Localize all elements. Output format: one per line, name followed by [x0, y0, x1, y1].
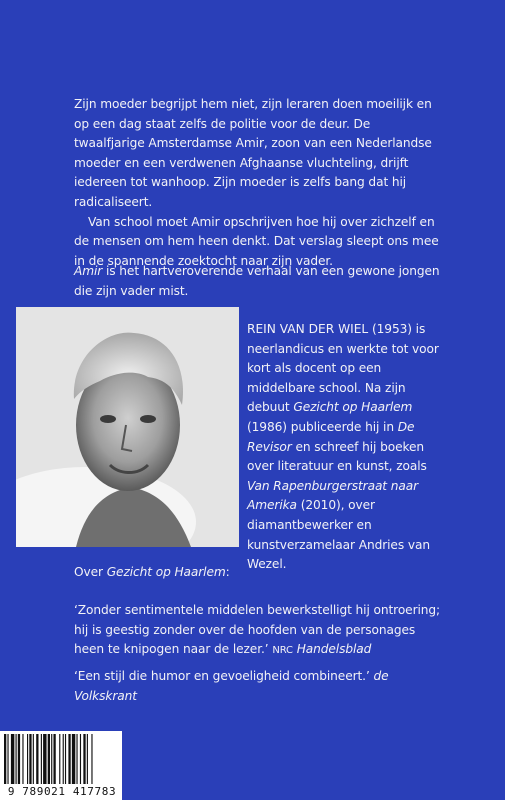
- book-title: Van Rapenburgerstraat naar Amerika: [247, 478, 419, 513]
- author-portrait-illustration: [16, 307, 239, 547]
- bio-text: (1953) is neerlandicus en werkte tot voor kort als docent op een middelbare school. Na zijn debuut: [247, 322, 439, 415]
- magazine-title: De Revisor: [247, 419, 415, 454]
- author-bio: [247, 320, 447, 575]
- barcode-bars: [4, 734, 118, 784]
- isbn-number: 9 789021 417783: [7, 785, 117, 798]
- reviews-heading-book: Gezicht op Haarlem: [106, 565, 226, 579]
- tagline-text: is het hartveroverende verhaal van een gewone jongen die zijn vader mist.: [74, 264, 440, 298]
- back-cover-blurb: [74, 95, 444, 271]
- debut-title: Gezicht op Haarlem: [293, 400, 413, 415]
- author-photo: [16, 307, 239, 547]
- blurb-paragraph-1: Zijn moeder begrijpt hem niet, zijn leraren doen moeilijk en op een dag staat zelfs de politie voor de deur. De twaalfjarige Amsterdamse Amir, zoon van een Nederlandse moeder en een verdwenen Afghaanse vluchteling, drijft iedereen tot wanhoop. Zijn moeder is zelfs bang dat hij radicaliseert.: [74, 97, 432, 209]
- reviews-heading-prefix: Over: [74, 565, 107, 579]
- bio-text: en schreef hij boeken over literatuur en kunst, zoals: [247, 439, 427, 474]
- blurb-paragraph-2: Van school moet Amir opschrijven hoe hij over zichzelf en de mensen om hem heen denkt. Dat verslag sleept ons mee in de spannende zoektocht naar zijn vader.: [74, 214, 439, 268]
- isbn-barcode: [0, 731, 122, 800]
- review-quote: [74, 601, 444, 661]
- review-quote: [74, 667, 444, 706]
- quote-source-prefix: NRC: [272, 645, 293, 657]
- tagline-book-title: Amir: [74, 264, 103, 278]
- quote-text: ‘Zonder sentimentele middelen bewerkstelligt hij ontroering; hij is geestig zonder over de hoofden van de personages heen te knipogen naar de lezer.’: [74, 603, 441, 657]
- bio-text: (2010), over diamantbewerker en kunstverzamelaar Andries van Wezel.: [247, 498, 430, 572]
- author-name: REIN VAN DER WIEL: [247, 322, 369, 336]
- quote-source: de Volkskrant: [74, 669, 389, 703]
- tagline: [74, 262, 444, 301]
- reviews-heading: [74, 563, 444, 583]
- bio-text: (1986) publiceerde hij in: [247, 419, 398, 434]
- reviews-heading-suffix: :: [225, 565, 230, 579]
- quote-source: Handelsblad: [296, 642, 372, 657]
- quote-text: ‘Een stijl die humor en gevoeligheid combineert.’: [74, 669, 374, 683]
